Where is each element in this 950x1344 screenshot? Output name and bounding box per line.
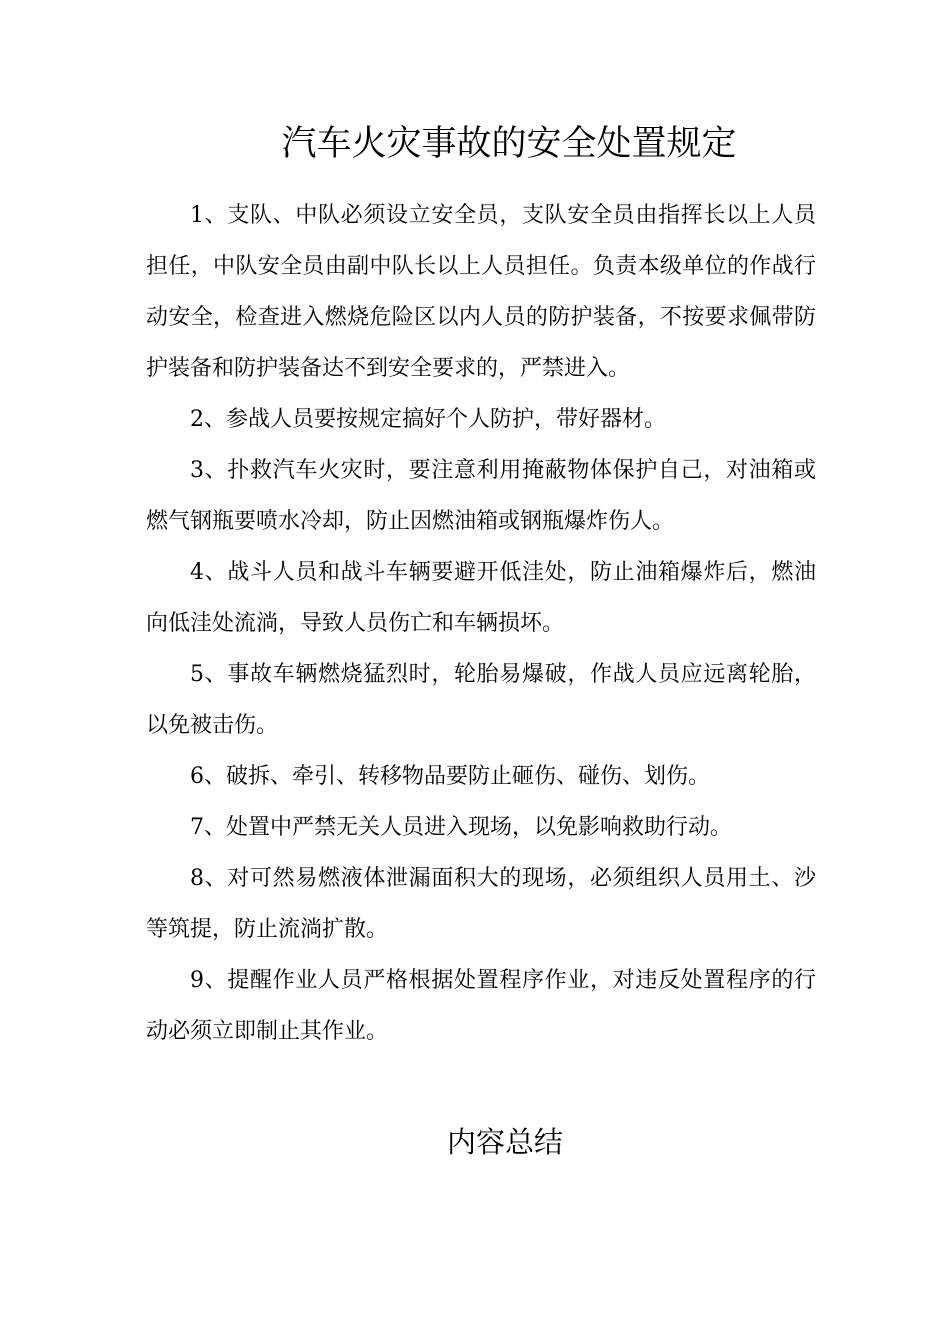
paragraph-2: 2、参战人员要按规定搞好个人防护，带好器材。: [190, 407, 666, 432]
paragraph-9: 9、提醒作业人员严格根据处置程序作业，对违反处置程序的行动必须立即制止其作业。: [146, 968, 816, 1044]
document-body: [146, 190, 816, 1057]
document-title: 汽车火灾事故的安全处置规定: [281, 124, 737, 164]
paragraph-6: 6、破拆、牵引、转移物品要防止砸伤、碰伤、划伤。: [190, 764, 710, 789]
paragraph-1: 1、支队、中队必须设立安全员，支队安全员由指挥长以上人员担任，中队安全员由副中队长以上人员担任。负责本级单位的作战行动安全，检查进入燃烧危险区以内人员的防护装备，不按要求佩带防护装备和防护装备达不到安全要求的，严禁进入。: [146, 203, 816, 381]
paragraph-3: 3、扑救汽车火灾时，要注意利用掩蔽物体保护自己，对油箱或燃气钢瓶要喷水冷却，防止因燃油箱或钢瓶爆炸伤人。: [146, 458, 816, 534]
paragraph-4: 4、战斗人员和战斗车辆要避开低洼处，防止油箱爆炸后，燃油向低洼处流淌，导致人员伤亡和车辆损坏。: [146, 560, 816, 636]
paragraph-8: 8、对可然易燃液体泄漏面积大的现场，必须组织人员用土、沙等筑提，防止流淌扩散。: [146, 866, 816, 942]
paragraph-7: 7、处置中严禁无关人员进入现场，以免影响救助行动。: [190, 815, 732, 840]
paragraph-5: 5、事故车辆燃烧猛烈时，轮胎易爆破，作战人员应远离轮胎，以免被击伤。: [146, 662, 816, 738]
summary-heading: 内容总结: [446, 1125, 563, 1159]
